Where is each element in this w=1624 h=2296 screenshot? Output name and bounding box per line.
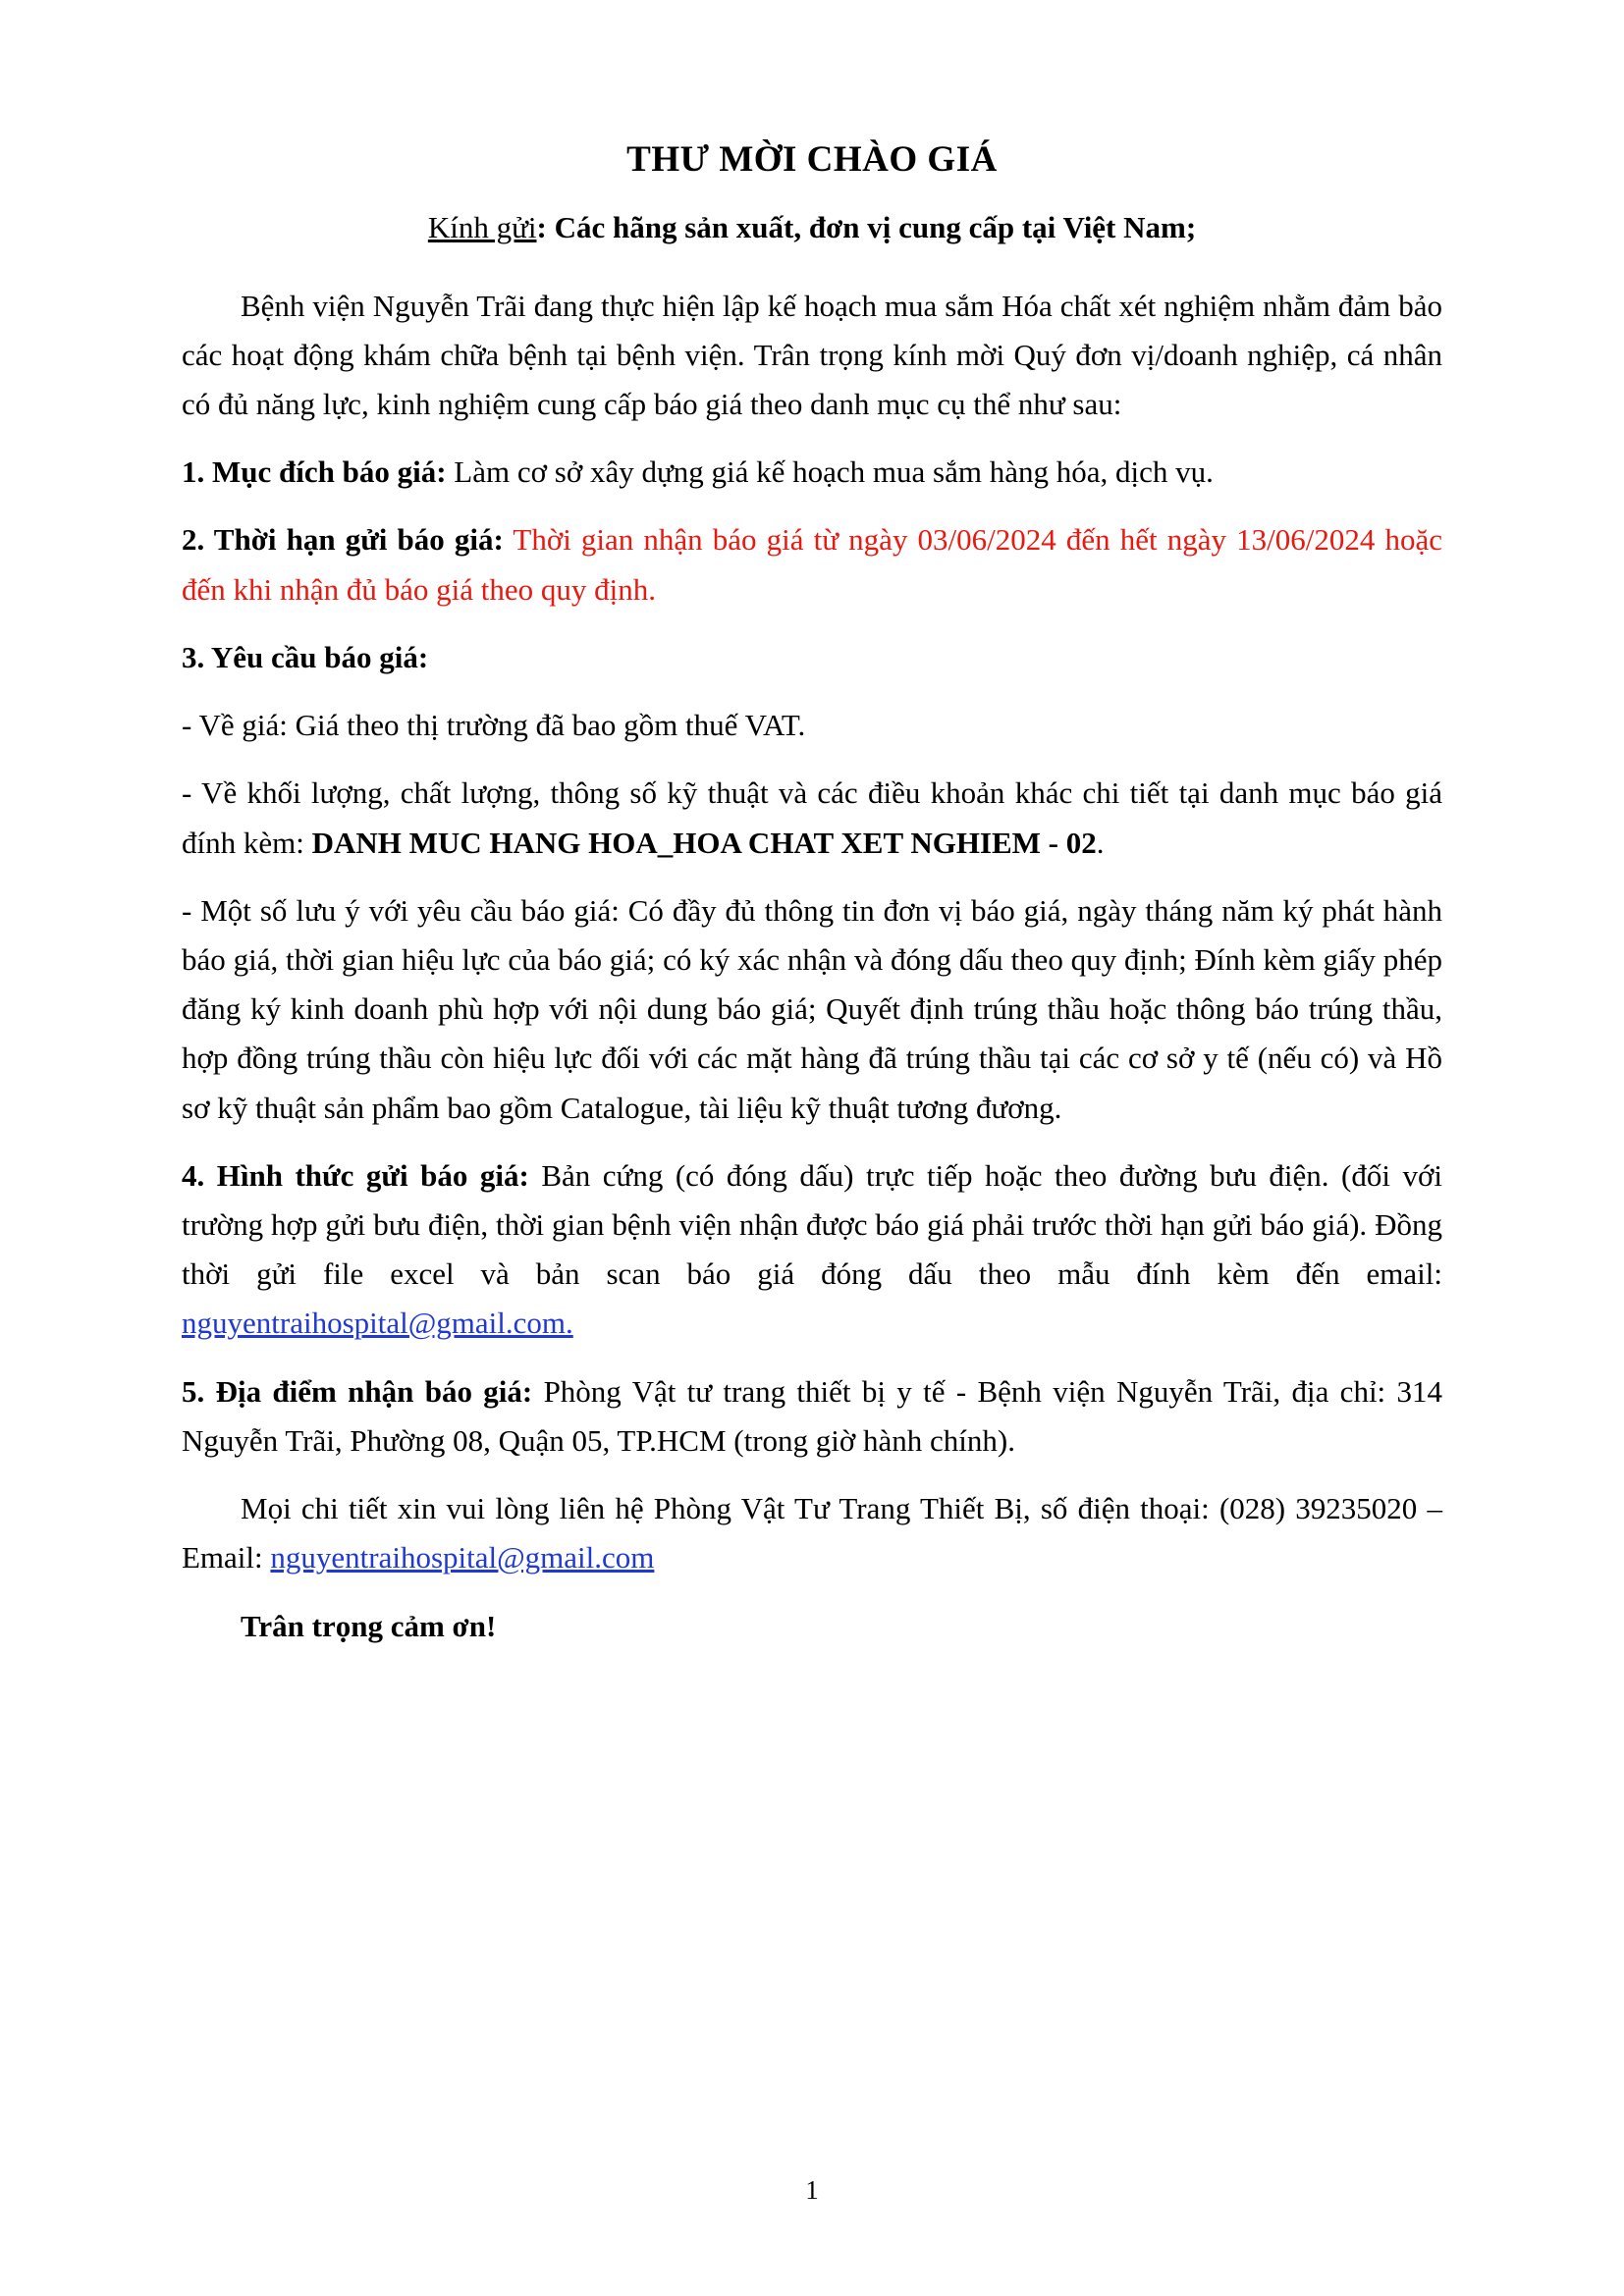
- section-4-text: Bản cứng (có đóng dấu) trực tiếp hoặc theo đường bưu điện. (đối với trường hợp gửi bưu điện, thời gian bệnh viện nhận được báo giá phải trước thời hạn gửi báo giá). Đồng thời gửi file excel và bản scan báo giá đóng dấu theo mẫu đính kèm đến email:: [182, 1157, 1442, 1292]
- section-5-label: 5. Địa điểm nhận báo giá:: [182, 1373, 533, 1409]
- section-3-label: 3. Yêu cầu báo giá:: [182, 639, 429, 674]
- page-number: 1: [805, 2175, 819, 2205]
- section-3-heading: [182, 633, 1442, 682]
- section-4-label: 4. Hình thức gửi báo giá:: [182, 1157, 529, 1193]
- section-3-bullet-price: - Về giá: Giá theo thị trường đã bao gồm thuế VAT.: [182, 708, 806, 743]
- salutation-colon: :: [536, 210, 555, 245]
- intro-paragraph: Bệnh viện Nguyễn Trãi đang thực hiện lập kế hoạch mua sắm Hóa chất xét nghiệm nhằm đảm bảo các hoạt động khám chữa bệnh tại bệnh viện. Trân trọng kính mời Quý đơn vị/doanh nghiệp, cá nhân có đủ năng lực, kinh nghiệm cung cấp báo giá theo danh mục cụ thể như sau:: [182, 288, 1442, 421]
- closing-text: Trân trọng cảm ơn!: [241, 1608, 497, 1643]
- section-1-label: 1. Mục đích báo giá:: [182, 454, 447, 490]
- page-title: THƯ MỜI CHÀO GIÁ: [626, 139, 998, 180]
- section-3-bullet-specs: [182, 769, 1442, 867]
- section-3-bullet-specs-pre: - Về khối lượng, chất lượng, thông số kỹ thuật và các điều khoản khác chi tiết tại danh mục báo giá đính kèm:: [182, 775, 1442, 860]
- section-1-text: Làm cơ sở xây dựng giá kế hoạch mua sắm hàng hóa, dịch vụ.: [446, 454, 1214, 490]
- salutation-line: [182, 208, 1442, 247]
- attachment-name: DANH MUC HANG HOA_HOA CHAT XET NGHIEM - 02: [311, 825, 1097, 860]
- section-4-submission: [182, 1151, 1442, 1349]
- salutation-label: Kính gửi: [427, 210, 537, 245]
- email-link-submission[interactable]: nguyentraihospital@gmail.com.: [182, 1306, 573, 1341]
- closing-line: [182, 1602, 1442, 1651]
- salutation-recipient: Các hãng sản xuất, đơn vị cung cấp tại Việt Nam;: [554, 210, 1197, 245]
- section-2-label: 2. Thời hạn gửi báo giá:: [182, 522, 504, 558]
- section-5-text: Phòng Vật tư trang thiết bị y tế - Bệnh viện Nguyễn Trãi, địa chỉ: 314 Nguyễn Trãi, Phường 08, Quận 05, TP.HCM (trong giờ hành chính).: [182, 1373, 1442, 1458]
- section-3-bullet-notes: - Một số lưu ý với yêu cầu báo giá: Có đầy đủ thông tin đơn vị báo giá, ngày tháng năm ký phát hành báo giá, thời gian hiệu lực của báo giá; có ký xác nhận và đóng dấu theo quy định; Đính kèm giấy phép đăng ký kinh doanh phù hợp với nội dung báo giá; Quyết định trúng thầu hoặc thông báo trúng thầu, hợp đồng trúng thầu còn hiệu lực đối với các mặt hàng đã trúng thầu tại các cơ sở y tế (nếu có) và Hồ sơ kỹ thuật sản phẩm bao gồm Catalogue, tài liệu kỹ thuật tương đương.: [182, 892, 1442, 1125]
- section-1-purpose: [182, 448, 1442, 497]
- section-5-location: [182, 1367, 1442, 1466]
- contact-text: Mọi chi tiết xin vui lòng liên hệ Phòng Vật Tư Trang Thiết Bị, số điện thoại: (028) 39235020 – Email:: [182, 1491, 1442, 1575]
- section-2-deadline: [182, 515, 1442, 614]
- section-2-text: Thời gian nhận báo giá từ ngày 03/06/2024 đến hết ngày 13/06/2024 hoặc đến khi nhận đủ báo giá theo quy định.: [182, 522, 1442, 607]
- contact-paragraph: [182, 1484, 1442, 1582]
- section-3-bullet-specs-post: .: [1096, 825, 1105, 860]
- email-link-contact[interactable]: nguyentraihospital@gmail.com: [270, 1540, 655, 1575]
